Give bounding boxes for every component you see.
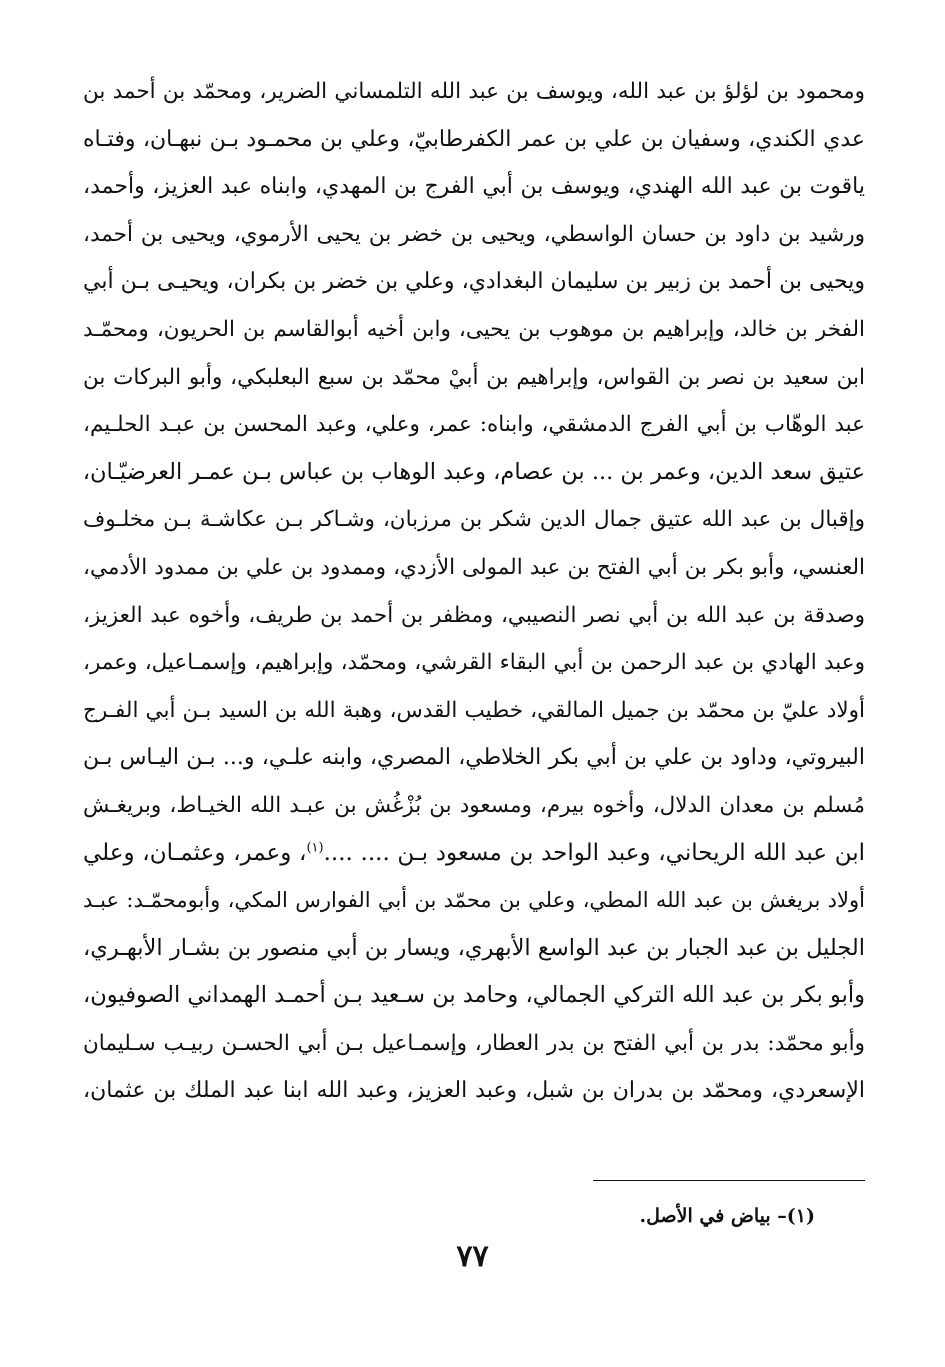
text-line-12: وصدقة بن عبد الله بن أبي نصر النصيبي، ومظفر بن أحمد بن طريف، وأخوه عبد العزيز،	[83, 602, 865, 628]
text-line-7: ابن سعيد بن نصر بن القواس، وإبراهيم بن أبيْ محمّد بن سبع البعلبكي، وأبو البركات بن	[83, 364, 865, 390]
text-line-1: ومحمود بن لؤلؤ بن عبد الله، ويوسف بن عبد الله التلمساني الضرير، ومحمّد بن أحمد بن	[83, 79, 865, 104]
text-line-15: البيروتي، وداود بن علي بن أبي بكر الخلاطي، المصري، وابنه علـي، و... بـن اليـاس بـن	[83, 745, 865, 771]
text-line-9: عتيق سعد الدين، وعمر بن ... بن عصام، وعبد الوهاب بن عباس بـن عمـر العرضيّـان،	[83, 458, 865, 485]
footnote-separator	[593, 1180, 865, 1181]
text-line-4: ورشيد بن داود بن حسان الواسطي، ويحيى بن خضر بن يحيى الأرموي، ويحيى بن أحمد،	[83, 221, 865, 247]
text-line-17-tail: ، وعمر، وعثمـان، وعلي	[83, 839, 307, 866]
text-line-20: وأبو بكر بن عبد الله التركي الجمالي، وحامد بن سـعيد بـن أحمـد الهمداني الصوفيون،	[83, 982, 865, 1009]
text-line-10: وإقبال بن عبد الله عتيق جمال الدين شكر بن مرزبان، وشـاكر بـن عكاشـة بـن مخلـوف	[83, 507, 865, 533]
text-line-19: الجليل بن عبد الجبار بن عبد الواسع الأبهري، ويسار بن أبي منصور بن بشـار الأبهـري،	[83, 934, 865, 961]
page-number: ٧٧	[456, 1239, 489, 1274]
text-line-18: أولاد بريغش بن عبد الله المطي، وعلي بن محمّد بن أبي الفوارس المكي، وأبومحمّـد: عبـد	[83, 888, 865, 913]
text-line-6: الفخر بن خالد، وإبراهيم بن موهوب بن يحيى، وابن أخيه أبوالقاسم بن الحريون، ومحمّـد	[83, 316, 865, 342]
text-line-14: أولاد عليّ بن محمّد بن جميل المالقي، خطيب القدس، وهبة الله بن السيد بـن أبي الفـرج	[83, 697, 865, 723]
text-line-8: عبد الوهّاب بن أبي الفرج الدمشقي، وابناه: عمر، وعلي، وعبد المحسن بن عبـد الحلـيم،	[83, 412, 865, 438]
footnote: (١)– بياض في الأصل.	[639, 1205, 815, 1227]
text-line-11: العنسي، وأبو بكر بن أبي الفتح بن عبد المولى الأزدي، وممدود بن علي بن ممدود الأدمي،	[83, 554, 865, 580]
text-line-3: ياقوت بن عبد الله الهندي، ويوسف بن أبي الفرج بن المهدي، وابناه عبد العزيز، وأحمد،	[83, 174, 865, 200]
footnote-marker: (١)	[306, 839, 324, 855]
text-line-17	[83, 830, 865, 878]
text-line-21: وأبو محمّد: بدر بن أبي الفتح بن بدر العطار، وإسمـاعيل بـن أبي الحسـن ربيـب سـليمان	[83, 1030, 865, 1056]
text-line-13: وعبد الهادي بن عبد الرحمن بن أبي البقاء القرشي، ومحمّد، وإبراهيم، وإسمـاعيل، وعمر،	[83, 650, 865, 676]
text-line-2: عدي الكندي، وسفيان بن علي بن عمر الكفرطابيّ، وعلي بن محمـود بـن نبهـان، وفتـاه	[83, 126, 865, 152]
text-line-22: الإسعردي، ومحمّد بن بدران بن شبل، وعبد العزيز، وعبد الله ابنا عبد الملك بن عثمان،	[83, 1078, 865, 1104]
text-line-17-head: ابن عبد الله الريحاني، وعبد الواحد بن مسعود بـن .... ....	[323, 839, 865, 866]
body-text	[83, 68, 865, 1115]
text-line-16: مُسلم بن معدان الدلال، وأخوه بيرم، ومسعود بن بُزْغُش بن عبـد الله الخيـاط، وبريغـش	[83, 792, 865, 818]
text-line-5: ويحيى بن أحمد بن زبير بن سليمان البغدادي، وعلي بن خضر بن بكران، ويحيـى بـن أبي	[83, 269, 865, 295]
